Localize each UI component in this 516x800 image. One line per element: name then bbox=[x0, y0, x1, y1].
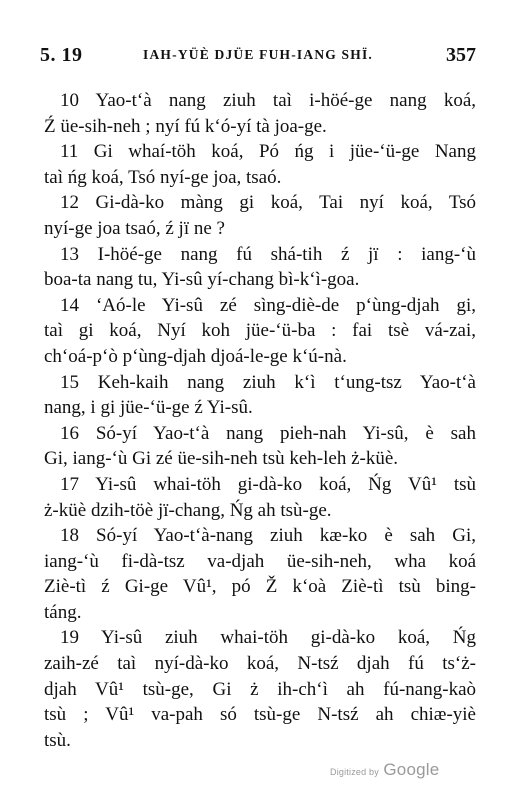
chapter-verse-ref: 5. 19 bbox=[40, 44, 83, 66]
digitized-watermark bbox=[330, 760, 470, 784]
verse-paragraph bbox=[44, 370, 476, 421]
verse-paragraph bbox=[44, 523, 476, 625]
verse-line: taì gi koá, Nyí koh jüe-‘ü-ba : fai tsè vá-zai, bbox=[44, 320, 476, 342]
verse-line: zaih-zé taì nyí-dà-ko koá, N-tsź djah fú ts‘ż- bbox=[44, 653, 476, 675]
verse-line: 11 Gi whaí-töh koá, Pó ńg i jüe-‘ü-ge Nang bbox=[60, 141, 476, 163]
verse-line: boa-ta nang tu, Yi-sû yí-chang bì-k‘ì-goa. bbox=[44, 269, 360, 291]
verse-line: 15 Keh-kaih nang ziuh k‘ì t‘ung-tsz Yao-t‘à bbox=[60, 371, 476, 393]
verse-paragraph bbox=[44, 190, 476, 241]
verse-paragraph bbox=[44, 242, 476, 293]
verse-line: Ziè-tì ź Gi-ge Vû¹, pó Ž k‘oà Ziè-tì tsù bing- bbox=[44, 576, 476, 598]
page-number: 357 bbox=[446, 44, 476, 66]
google-logo: Google bbox=[383, 760, 440, 779]
verse-line: iang-‘ù fi-dà-tsz va-djah üe-sih-neh, wha koá bbox=[44, 550, 476, 572]
verse-line: 10 Yao-t‘à nang ziuh taì i-höé-ge nang koá, bbox=[60, 90, 476, 111]
verse-line: tsù ; Vû¹ va-pah só tsù-ge N-tsź ah chiæ-yiè bbox=[44, 704, 476, 726]
verse-line: 13 I-höé-ge nang fú shá-tih ź jï : iang-‘ù bbox=[60, 243, 476, 265]
digitized-by-label: Digitized by bbox=[330, 767, 379, 777]
verse-paragraph bbox=[44, 139, 476, 190]
verse-line: taì ńg koá, Tsó nyí-ge joa, tsaó. bbox=[44, 166, 282, 188]
verse-line: nang, i gi jüe-‘ü-ge ź Yi-sû. bbox=[44, 397, 253, 419]
verse-paragraph bbox=[44, 88, 476, 139]
verse-line: táng. bbox=[44, 601, 82, 623]
verse-line: Ź üe-sih-neh ; nyí fú k‘ó-yí tà joa-ge. bbox=[44, 115, 327, 137]
verse-paragraph bbox=[44, 421, 476, 472]
verse-line: 18 Só-yí Yao-t‘à-nang ziuh kæ-ko è sah Gi, bbox=[60, 525, 476, 547]
verse-line: djah Vû¹ tsù-ge, Gi ż ih-ch‘ì ah fú-nang-kaò bbox=[44, 678, 476, 700]
verse-line: 12 Gi-dà-ko màng gi koá, Tai nyí koá, Tsó bbox=[60, 192, 476, 214]
verse-line: ch‘oá-p‘ò p‘ùng-djah djoá-le-ge k‘ú-nà. bbox=[44, 345, 347, 367]
verse-line: 16 Só-yí Yao-t‘à nang pieh-nah Yi-sû, è sah bbox=[60, 422, 476, 444]
verse-paragraph bbox=[44, 293, 476, 370]
running-title: IAH-YÜÈ DJÜE FUH-IANG SHÏ. bbox=[143, 47, 373, 62]
page-header bbox=[40, 44, 476, 70]
verse-line: nyí-ge joa tsaó, ź jï ne ? bbox=[44, 217, 225, 239]
verse-body bbox=[44, 88, 476, 753]
verse-line: 17 Yi-sû whai-töh gi-dà-ko koá, Ńg Vû¹ tsù bbox=[60, 473, 476, 495]
verse-paragraph bbox=[44, 625, 476, 753]
verse-line: 19 Yi-sû ziuh whai-töh gi-dà-ko koá, Ńg bbox=[60, 627, 476, 649]
verse-paragraph bbox=[44, 472, 476, 523]
verse-line: ż-küè dzih-töè jï-chang, Ńg ah tsù-ge. bbox=[44, 499, 332, 521]
verse-line: 14 ‘Aó-le Yi-sû zé sìng-diè-de p‘ùng-djah gi, bbox=[60, 294, 476, 316]
verse-line: tsù. bbox=[44, 729, 71, 751]
verse-line: Gi, iang-‘ù Gi zé üe-sih-neh tsù keh-leh ż-küè. bbox=[44, 448, 399, 470]
